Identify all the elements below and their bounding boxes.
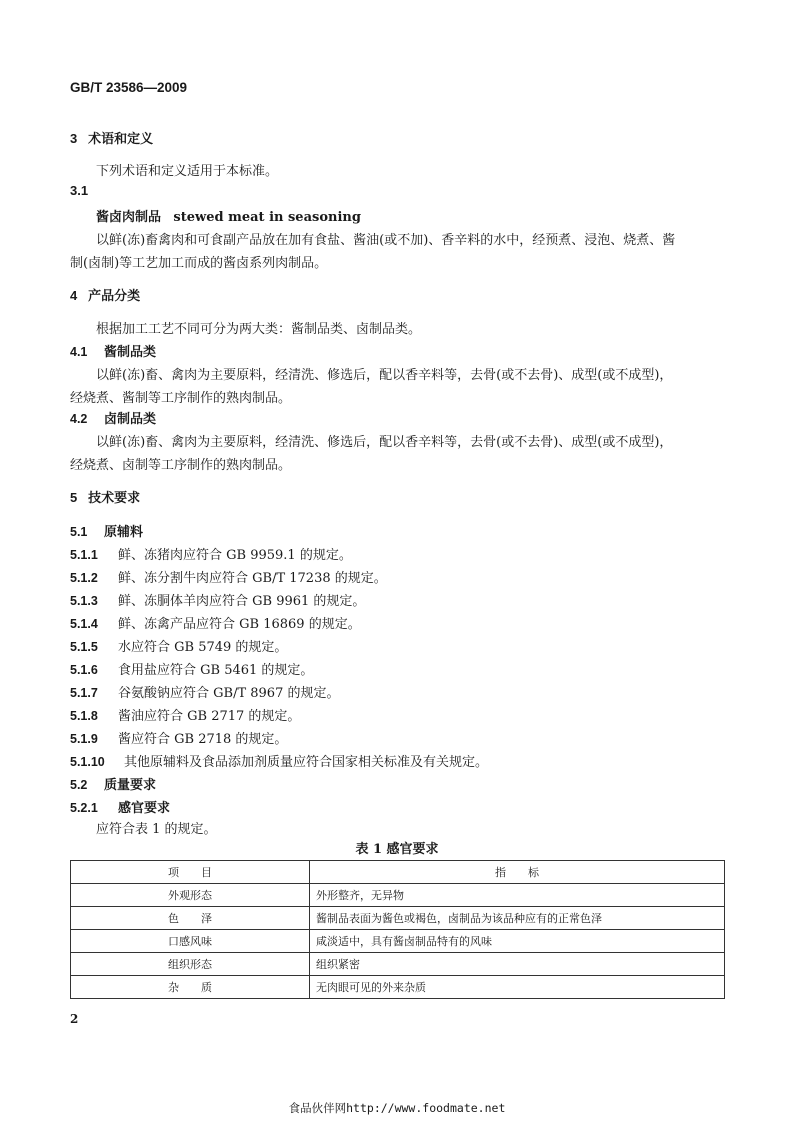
- section-number: 4: [70, 288, 78, 303]
- table-cell-item: 口感风味: [71, 930, 310, 953]
- clause-text: 食用盐应符合 GB 5461 的规定。: [118, 663, 314, 678]
- clause-heading: [70, 774, 156, 793]
- header-cell-item: 项 目: [71, 861, 310, 884]
- header-cell-indicator: 指 标: [310, 861, 725, 884]
- clause-number: 5.1.8: [70, 709, 98, 723]
- list-item: [70, 567, 387, 586]
- table-cell-item: 外观形态: [71, 884, 310, 907]
- clause-title: 原辅料: [104, 524, 144, 539]
- table-row: [71, 884, 725, 907]
- clause-number: 5.1.3: [70, 594, 98, 608]
- table-cell-item: 杂 质: [71, 976, 310, 999]
- list-item: [70, 659, 313, 678]
- clause-number: 5.1.7: [70, 686, 98, 700]
- table-caption: 表 1 感官要求: [355, 842, 439, 857]
- clause-heading: [70, 797, 170, 816]
- paragraph-line: 以鲜(冻)畜、禽肉为主要原料，经清洗、修选后，配以香辛料等，去骨(或不去骨)、成型(或不成型)，: [96, 435, 673, 450]
- clause-number: 5.2: [70, 778, 88, 792]
- paragraph: 应符合表 1 的规定。: [96, 822, 217, 837]
- clause-text: 鲜、冻胴体羊肉应符合 GB 9961 的规定。: [118, 594, 366, 609]
- standard-code: GB/T 23586—2009: [70, 80, 188, 95]
- section-title: 术语和定义: [88, 131, 154, 146]
- section-5-heading: [70, 487, 140, 506]
- list-item: [70, 613, 361, 632]
- clause-heading: [70, 341, 156, 360]
- clause-number: 5.1.2: [70, 571, 98, 585]
- paragraph-line: 制(卤制)等工艺加工而成的酱卤系列肉制品。: [70, 256, 328, 271]
- clause-text: 酱应符合 GB 2718 的规定。: [118, 732, 288, 747]
- clause-number: 4.1: [70, 345, 88, 359]
- table-cell-indicator: 组织紧密: [310, 953, 725, 976]
- sensory-requirements-table: [70, 860, 725, 999]
- table-cell-indicator: 无肉眼可见的外来杂质: [310, 976, 725, 999]
- table-cell-item: 组织形态: [71, 953, 310, 976]
- list-item: [70, 544, 352, 563]
- clause-text: 谷氨酸钠应符合 GB/T 8967 的规定。: [118, 686, 340, 701]
- clause-heading: [70, 521, 143, 540]
- clause-number: 5.1.4: [70, 617, 98, 631]
- clause-heading: [70, 408, 156, 427]
- table-row: [71, 930, 725, 953]
- term-definition-title: [96, 206, 361, 225]
- clause-text: 鲜、冻分割牛肉应符合 GB/T 17238 的规定。: [118, 571, 387, 586]
- clause-title: 卤制品类: [104, 411, 157, 426]
- clause-number: 5.1.5: [70, 640, 98, 654]
- table-cell-item: 色 泽: [71, 907, 310, 930]
- term-en: stewed meat in seasoning: [173, 210, 361, 225]
- paragraph: 下列术语和定义适用于本标准。: [96, 164, 279, 179]
- table-cell-indicator: 外形整齐，无异物: [310, 884, 725, 907]
- section-title: 技术要求: [88, 490, 141, 505]
- table-header-row: [71, 861, 725, 884]
- section-4-heading: [70, 285, 140, 304]
- list-item: [70, 728, 287, 747]
- section-3-heading: [70, 128, 153, 147]
- table-row: [71, 976, 725, 999]
- section-number: 5: [70, 490, 78, 505]
- clause-title: 感官要求: [118, 800, 171, 815]
- list-item: [70, 705, 300, 724]
- clause-number: 4.2: [70, 412, 88, 426]
- term-cn: 酱卤肉制品: [96, 210, 162, 225]
- paragraph: 根据加工工艺不同可分为两大类：酱制品类、卤制品类。: [96, 322, 422, 337]
- clause-text: 其他原辅料及食品添加剂质量应符合国家相关标准及有关规定。: [124, 755, 489, 770]
- table-cell-indicator: 咸淡适中，具有酱卤制品特有的风味: [310, 930, 725, 953]
- paragraph-line: 以鲜(冻)畜禽肉和可食副产品放在加有食盐、酱油(或不加)、香辛料的水中，经预煮、浸泡、烧煮、酱: [96, 233, 676, 248]
- clause-number: 5.2.1: [70, 801, 98, 815]
- clause-number: 5.1.6: [70, 663, 98, 677]
- page-number: 2: [70, 1012, 79, 1026]
- list-item: [70, 590, 365, 609]
- clause-number: 5.1.1: [70, 548, 98, 562]
- clause-number: 5.1.10: [70, 755, 105, 769]
- table-row: [71, 953, 725, 976]
- paragraph-line: 以鲜(冻)畜、禽肉为主要原料，经清洗、修选后，配以香辛料等，去骨(或不去骨)、成型(或不成型)，: [96, 368, 673, 383]
- table-row: [71, 907, 725, 930]
- clause-text: 水应符合 GB 5749 的规定。: [118, 640, 288, 655]
- clause-number: 5.1.9: [70, 732, 98, 746]
- list-item: [70, 636, 287, 655]
- list-item: [70, 682, 339, 701]
- footer-site-name: 食品伙伴网: [288, 1101, 347, 1115]
- list-item: [70, 751, 488, 770]
- table-cell-indicator: 酱制品表面为酱色或褐色，卤制品为该品种应有的正常色泽: [310, 907, 725, 930]
- section-title: 产品分类: [88, 288, 141, 303]
- clause-number: 3.1: [70, 183, 89, 198]
- paragraph-line: 经烧煮、酱制等工序制作的熟肉制品。: [70, 391, 292, 406]
- clause-text: 鲜、冻猪肉应符合 GB 9959.1 的规定。: [118, 548, 352, 563]
- clause-text: 鲜、冻禽产品应符合 GB 16869 的规定。: [118, 617, 361, 632]
- footer-watermark: [0, 1100, 794, 1116]
- section-number: 3: [70, 131, 78, 146]
- clause-text: 酱油应符合 GB 2717 的规定。: [118, 709, 301, 724]
- clause-title: 质量要求: [104, 777, 157, 792]
- paragraph-line: 经烧煮、卤制等工序制作的熟肉制品。: [70, 458, 292, 473]
- clause-title: 酱制品类: [104, 344, 157, 359]
- footer-site-url[interactable]: http://www.foodmate.net: [346, 1101, 506, 1115]
- clause-number: 5.1: [70, 525, 88, 539]
